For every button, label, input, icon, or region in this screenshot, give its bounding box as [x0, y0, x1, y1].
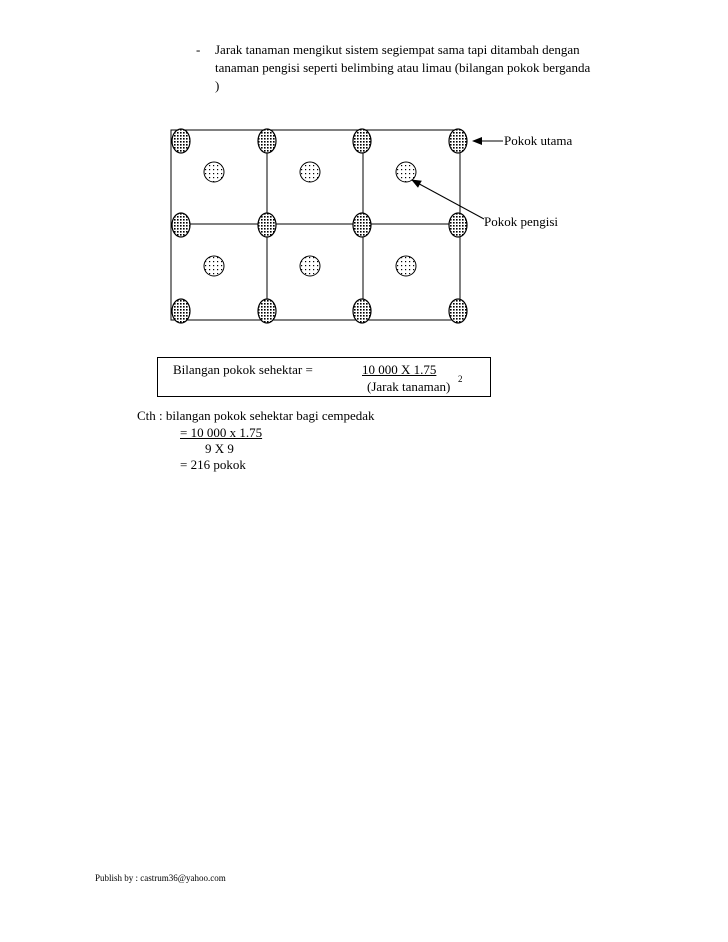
example-line-3: = 216 pokok — [180, 457, 246, 472]
main-tree — [353, 213, 371, 237]
bullet-line-1: Jarak tanaman mengikut sistem segiempat sama tapi ditambah dengan — [215, 42, 580, 57]
filler-tree — [300, 162, 320, 182]
main-tree — [258, 299, 276, 323]
formula-denominator: (Jarak tanaman) — [367, 379, 451, 394]
formula-exponent: 2 — [458, 374, 463, 384]
filler-tree — [396, 162, 416, 182]
main-tree — [172, 299, 190, 323]
filler-tree — [300, 256, 320, 276]
filler-tree — [204, 256, 224, 276]
label-pokok-utama: Pokok utama — [504, 133, 573, 148]
example-line-2: 9 X 9 — [205, 441, 234, 456]
example-line-1: = 10 000 x 1.75 — [180, 425, 263, 440]
main-tree — [449, 129, 467, 153]
bullet-line-3: ) — [215, 78, 220, 93]
bullet-dash: - — [196, 42, 201, 57]
footer-publisher: Publish by : castrum36@yahoo.com — [95, 873, 226, 883]
main-tree — [258, 213, 276, 237]
main-tree — [449, 213, 467, 237]
main-trees — [172, 129, 467, 323]
main-tree — [449, 299, 467, 323]
formula-label: Bilangan pokok sehektar = — [173, 362, 313, 377]
main-tree — [258, 129, 276, 153]
formula-numerator: 10 000 X 1.75 — [362, 362, 437, 377]
main-tree — [353, 129, 371, 153]
filler-tree — [204, 162, 224, 182]
label-pokok-pengisi: Pokok pengisi — [484, 214, 559, 229]
filler-tree — [396, 256, 416, 276]
example-title: Cth : bilangan pokok sehektar bagi cempedak — [137, 408, 375, 423]
bullet-line-2: tanaman pengisi seperti belimbing atau limau (bilangan pokok berganda — [215, 60, 591, 75]
filler-trees — [204, 162, 416, 276]
main-tree — [172, 213, 190, 237]
main-tree — [353, 299, 371, 323]
grid-lines — [171, 130, 460, 320]
main-tree — [172, 129, 190, 153]
filler-tree-arrow — [412, 180, 484, 219]
